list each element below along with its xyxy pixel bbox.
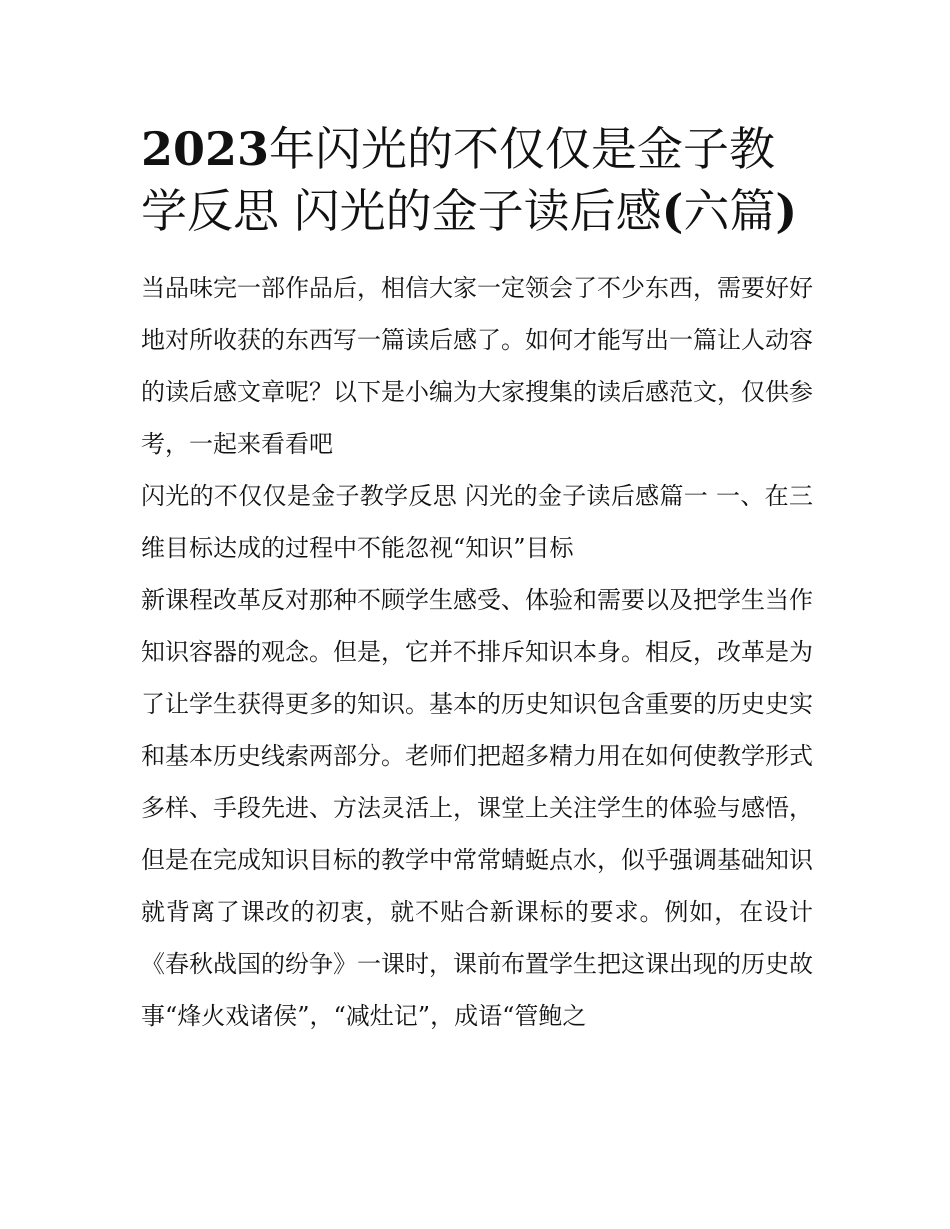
title-text: 年闪光的不仅仅是金子教学反思 闪光的金子读后感 [141,122,776,238]
body-paragraph: 新课程改革反对那种不顾学生感受、体验和需要以及把学生当作知识容器的观念。但是，它并不排斥知识本身。相反，改革是为了让学生获得更多的知识。基本的历史知识包含重要的历史史实和基本历史线索两部分。老师们把超多精力用在如何使教学形式多样、手段先进、方法灵活上，课堂上关注学生的体验与感悟，但是在完成知识目标的教学中常常蜻蜓点水，似乎强调基础知识就背离了课改的初衷，就不贴合新课标的要求。例如，在设计《春秋战国的纷争》一课时，课前布置学生把这课出现的历史故事“烽火戏诸侯”，“减灶记”，成语“管鲍之 [141,586,813,1030]
title-year: 2023 [141,122,270,176]
title-close-paren: ) [775,184,798,238]
document-content [141,118,813,1042]
title-count: 六篇 [683,184,776,238]
section-heading-paragraph: 闪光的不仅仅是金子教学反思 闪光的金子读后感篇一 一、在三维目标达成的过程中不能忽视“知识”目标 [141,482,813,562]
intro-paragraph: 当品味完一部作品后，相信大家一定领会了不少东西，需要好好地对所收获的东西写一篇读后感了。如何才能写出一篇让人动容的读后感文章呢？以下是小编为大家搜集的读后感范文，仅供参考，一起来看看吧 [141,274,813,458]
document-title [141,118,813,242]
title-open-paren: ( [661,184,684,238]
